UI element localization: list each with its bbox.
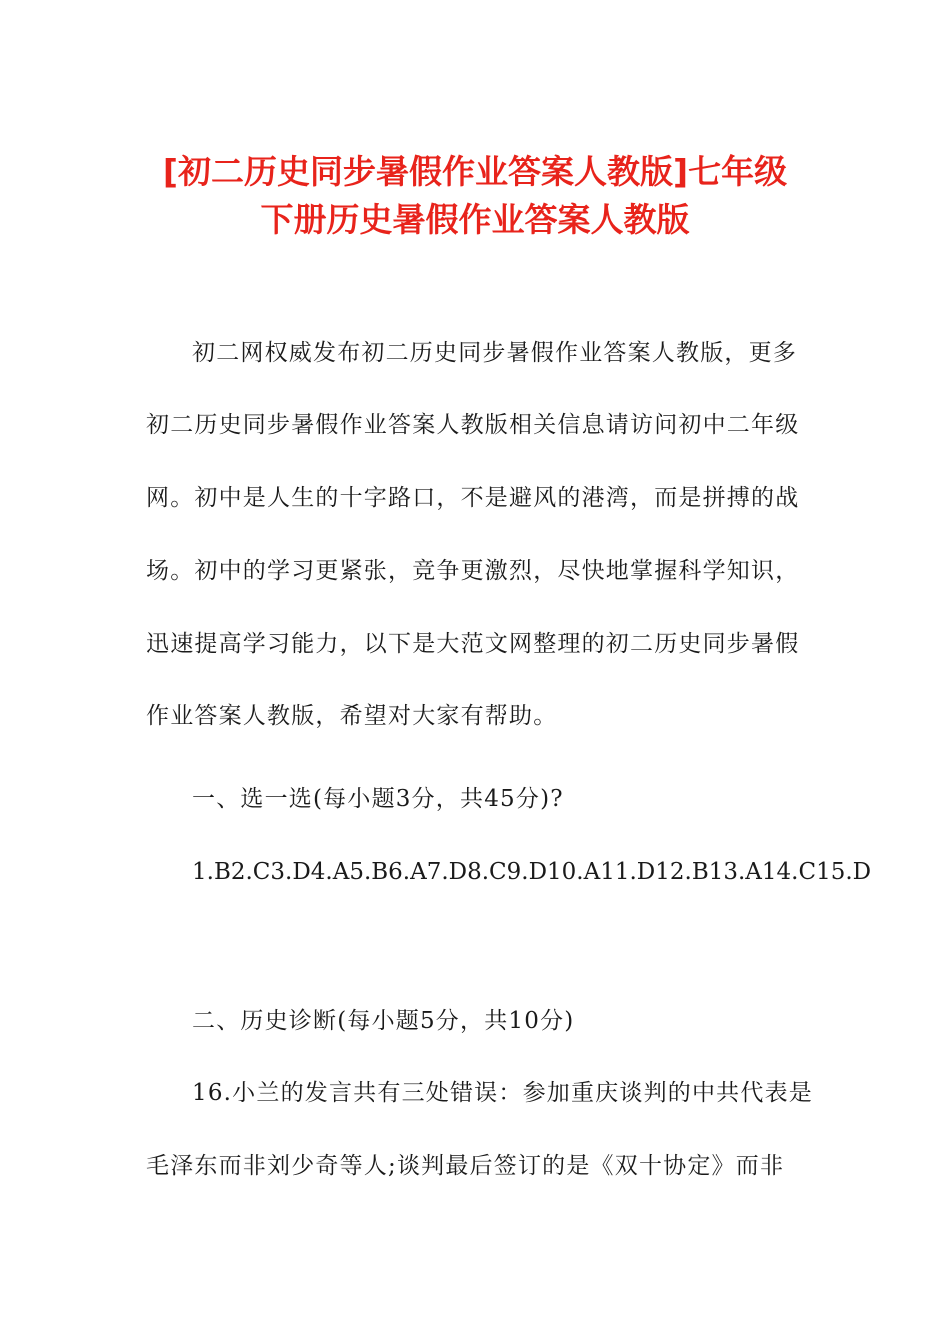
document-title-line-2: 下册历史暑假作业答案人教版 xyxy=(260,200,690,239)
section-heading-history-diagnosis: 二、历史诊断(每小题5分，共10分) xyxy=(192,1008,575,1034)
paragraph-intro-line-3: 网。初中是人生的十字路口，不是避风的港湾，而是拼搏的战 xyxy=(146,485,800,511)
question-16-line-2: 毛泽东而非刘少奇等人;谈判最后签订的是《双十协定》而非 xyxy=(146,1153,785,1179)
paragraph-intro-line-5: 迅速提高学习能力，以下是大范文网整理的初二历史同步暑假 xyxy=(146,631,800,657)
document-title-line-1: [初二历史同步暑假作业答案人教版]七年级 xyxy=(162,152,788,191)
section-heading-multiple-choice: 一、选一选(每小题3分，共45分)? xyxy=(192,786,564,812)
question-16-line-1: 16.小兰的发言共有三处错误：参加重庆谈判的中共代表是 xyxy=(192,1080,813,1106)
paragraph-intro-line-1: 初二网权威发布初二历史同步暑假作业答案人教版，更多 xyxy=(192,340,797,366)
paragraph-intro-line-4: 场。初中的学习更紧张，竞争更激烈，尽快地掌握科学知识， xyxy=(146,558,800,584)
paragraph-intro-line-2: 初二历史同步暑假作业答案人教版相关信息请访问初中二年级 xyxy=(146,412,800,438)
paragraph-intro-line-6: 作业答案人教版，希望对大家有帮助。 xyxy=(146,703,558,729)
answer-key-line: 1.B2.C3.D4.A5.B6.A7.D8.C9.D10.A11.D12.B13.A14.C15.D xyxy=(192,859,872,885)
